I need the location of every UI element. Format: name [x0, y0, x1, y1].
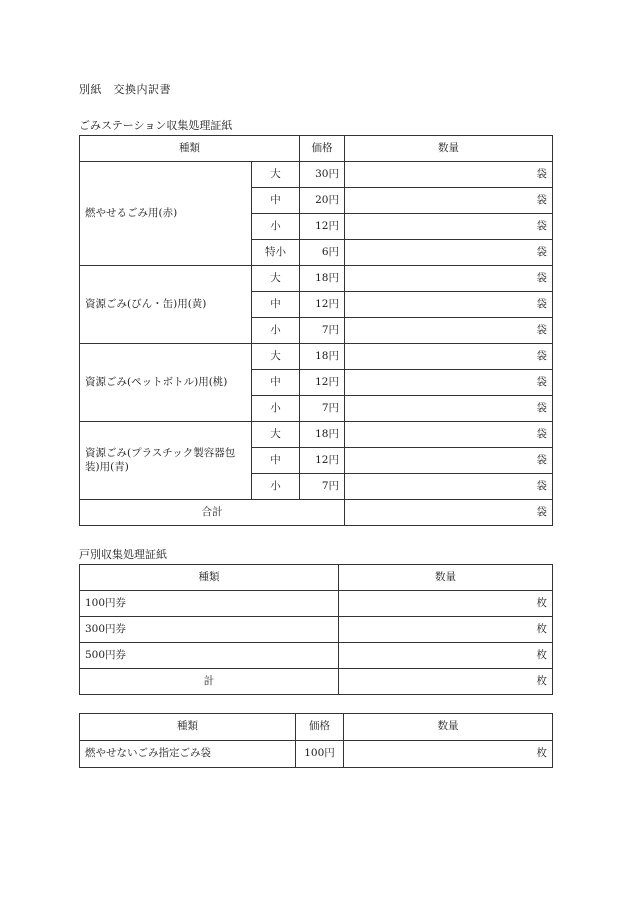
size-cell: 大 [252, 344, 300, 370]
group-name: 資源ごみ(びん・缶)用(黄) [80, 266, 252, 344]
kind-cell: 500円券 [80, 643, 339, 669]
table-header-row [80, 565, 553, 591]
quantity-cell[interactable]: 袋 [345, 422, 553, 448]
quantity-cell[interactable]: 袋 [345, 474, 553, 500]
table-row [80, 162, 553, 188]
table-row [80, 591, 553, 617]
group-name: 資源ごみ(ペットボトル)用(桃) [80, 344, 252, 422]
kind-cell: 100円券 [80, 591, 339, 617]
group-name: 資源ごみ(プラスチック製容器包装)用(青) [80, 422, 252, 500]
price-cell: 18円 [300, 422, 345, 448]
kind-cell: 燃やせないごみ指定ごみ袋 [80, 741, 296, 768]
size-cell: 中 [252, 188, 300, 214]
household-sticker-table [79, 564, 553, 695]
price-cell: 12円 [300, 448, 345, 474]
quantity-cell[interactable]: 枚 [339, 643, 553, 669]
quantity-cell[interactable]: 袋 [345, 214, 553, 240]
header-quantity: 数量 [339, 565, 553, 591]
price-cell: 12円 [300, 370, 345, 396]
price-cell: 7円 [300, 474, 345, 500]
header-price: 価格 [300, 136, 345, 162]
quantity-cell[interactable]: 袋 [345, 370, 553, 396]
size-cell: 中 [252, 370, 300, 396]
header-quantity: 数量 [344, 714, 553, 741]
document-heading: 別紙 交換内訳書 [79, 83, 171, 96]
size-cell: 大 [252, 266, 300, 292]
station-sticker-table [79, 135, 553, 526]
header-kind: 種類 [80, 136, 300, 162]
total-row [80, 500, 553, 526]
total-row [80, 669, 553, 695]
total-quantity-cell[interactable]: 枚 [339, 669, 553, 695]
size-cell: 大 [252, 162, 300, 188]
size-cell: 小 [252, 474, 300, 500]
size-cell: 特小 [252, 240, 300, 266]
header-kind: 種類 [80, 565, 339, 591]
quantity-cell[interactable]: 袋 [345, 292, 553, 318]
header-price: 価格 [296, 714, 344, 741]
table1-caption: ごみステーション収集処理証紙 [79, 119, 233, 132]
size-cell: 中 [252, 292, 300, 318]
price-cell: 7円 [300, 318, 345, 344]
size-cell: 小 [252, 318, 300, 344]
quantity-cell[interactable]: 袋 [345, 266, 553, 292]
total-quantity-cell[interactable]: 袋 [345, 500, 553, 526]
price-cell: 12円 [300, 214, 345, 240]
group-name: 燃やせるごみ用(赤) [80, 162, 252, 266]
quantity-cell[interactable]: 枚 [344, 741, 553, 768]
quantity-cell[interactable]: 袋 [345, 162, 553, 188]
header-quantity: 数量 [345, 136, 553, 162]
quantity-cell[interactable]: 袋 [345, 448, 553, 474]
price-cell: 18円 [300, 266, 345, 292]
size-cell: 大 [252, 422, 300, 448]
size-cell: 小 [252, 214, 300, 240]
quantity-cell[interactable]: 枚 [339, 591, 553, 617]
price-cell: 20円 [300, 188, 345, 214]
table-header-row [80, 714, 553, 741]
size-cell: 中 [252, 448, 300, 474]
quantity-cell[interactable]: 袋 [345, 396, 553, 422]
table-row [80, 344, 553, 370]
price-cell: 100円 [296, 741, 344, 768]
price-cell: 6円 [300, 240, 345, 266]
quantity-cell[interactable]: 袋 [345, 318, 553, 344]
table-header-row [80, 136, 553, 162]
table2-caption: 戸別収集処理証紙 [79, 548, 167, 561]
quantity-cell[interactable]: 枚 [339, 617, 553, 643]
table-row [80, 741, 553, 768]
total-label: 合計 [80, 500, 345, 526]
quantity-cell[interactable]: 袋 [345, 344, 553, 370]
quantity-cell[interactable]: 袋 [345, 240, 553, 266]
price-cell: 18円 [300, 344, 345, 370]
price-cell: 7円 [300, 396, 345, 422]
table-row [80, 643, 553, 669]
header-kind: 種類 [80, 714, 296, 741]
table-row [80, 422, 553, 448]
price-cell: 30円 [300, 162, 345, 188]
table-row [80, 266, 553, 292]
price-cell: 12円 [300, 292, 345, 318]
quantity-cell[interactable]: 袋 [345, 188, 553, 214]
total-label: 計 [80, 669, 339, 695]
kind-cell: 300円券 [80, 617, 339, 643]
bag-table [79, 713, 553, 768]
size-cell: 小 [252, 396, 300, 422]
table-row [80, 617, 553, 643]
